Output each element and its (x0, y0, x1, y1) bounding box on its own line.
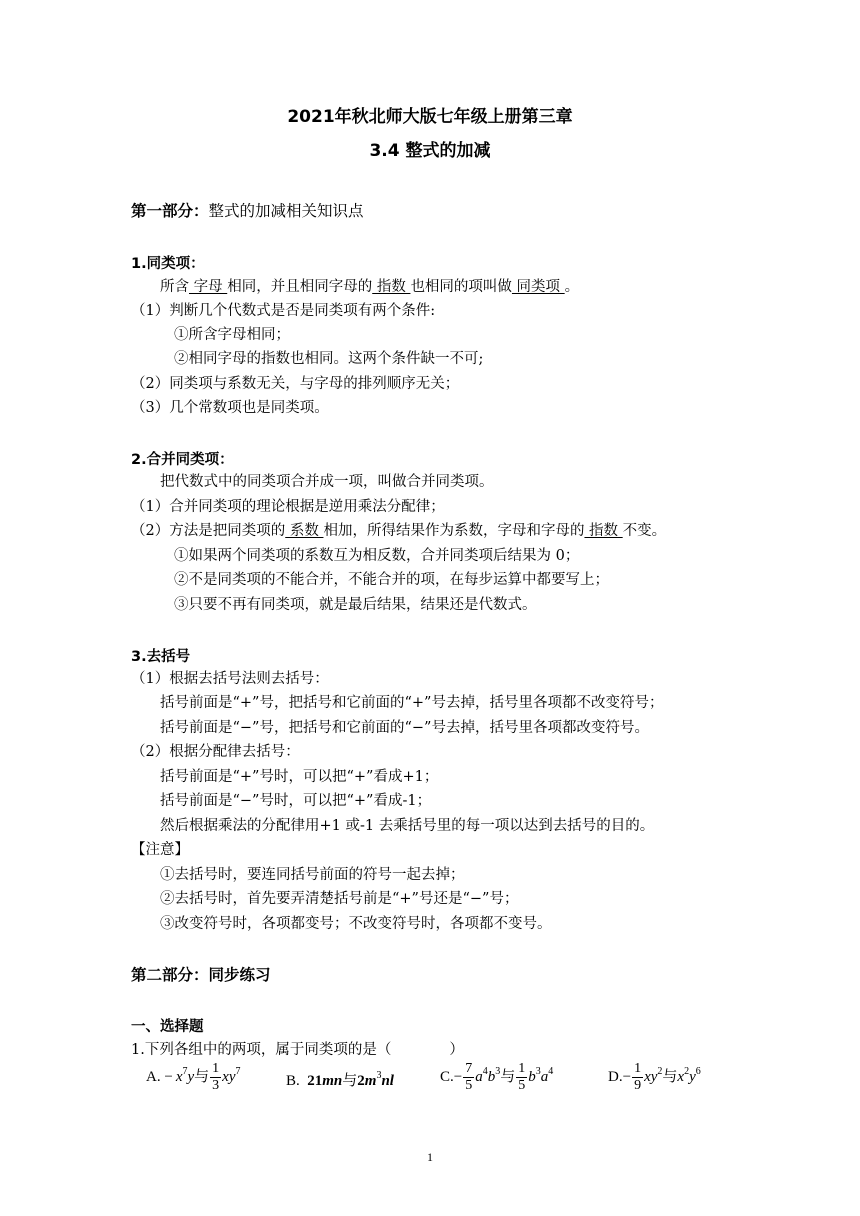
part1-heading (131, 202, 364, 220)
math-exp: 7 (235, 1065, 241, 1077)
note-heading: 【注意】 (131, 842, 189, 858)
section1-line: ①所含字母相同； (174, 327, 290, 343)
document-title-line2: 3.4 整式的加减 (369, 141, 491, 161)
section2-line: 把代数式中的同类项合并成一项，叫做合并同类项。 (160, 474, 494, 490)
section3-heading: 3.去括号 (131, 649, 191, 665)
denominator: 3 (212, 1078, 220, 1093)
option-label: A. (146, 1068, 161, 1085)
section1-line: （3）几个常数项也是同类项。 (131, 400, 329, 416)
numerator: 1 (212, 1061, 220, 1076)
def-blank-like-terms: 同类项 (511, 279, 565, 295)
def-blank-letters: 字母 (189, 279, 228, 295)
denominator: 5 (465, 1078, 473, 1093)
math-exp: 3 (376, 1070, 382, 1081)
math-exp: 3 (535, 1065, 541, 1077)
section1-definition (160, 278, 579, 296)
part1-heading-rest: 整式的加减相关知识点 (208, 202, 364, 220)
math-exp: 2 (684, 1065, 690, 1077)
method-text: （2）方法是把同类项的 (131, 523, 286, 539)
option-c: C.− $\frac{7}{5}$ $a^4b^3$与 $\frac{1}{5}$ $b^3a^4$ (440, 1061, 554, 1093)
option-a: A. − $x^7y$与 $\frac{1}{3}$ $xy^7$ (146, 1061, 241, 1093)
exercise-section-heading: 一、选择题 (131, 1019, 204, 1035)
section3-line: 括号前面是“−”号时，可以把“+”看成-1； (160, 793, 432, 809)
page-number: 1 (427, 1150, 433, 1164)
denominator: 9 (634, 1078, 642, 1093)
math-exp: 7 (182, 1065, 188, 1077)
math-var: y (689, 1068, 696, 1085)
fraction (210, 1061, 221, 1094)
math-text: 与 (500, 1068, 516, 1085)
numerator: 1 (634, 1061, 642, 1076)
math-var: a (540, 1068, 549, 1085)
part2-heading: 第二部分：同步练习 (131, 966, 271, 984)
method-blank-coefficient: 系数 (285, 523, 324, 539)
option-label: B. (286, 1073, 300, 1089)
math-exp: 6 (695, 1065, 701, 1077)
section3-line: 括号前面是“+”号时，可以把“+”看成+1； (160, 769, 439, 785)
math-var: b (528, 1068, 536, 1085)
math-var: a (475, 1068, 483, 1085)
math-var: x (175, 1068, 183, 1085)
document-title-line1: 2021年秋北师大版七年级上册第三章 (287, 107, 573, 127)
def-blank-exponent: 指数 (372, 279, 411, 295)
section2-method (131, 522, 666, 540)
math-var: x (677, 1068, 685, 1085)
math-var: y (187, 1068, 195, 1085)
math-text: 与 (194, 1068, 210, 1085)
math-exp: 4 (482, 1065, 488, 1077)
option-label: D. (608, 1068, 623, 1085)
note-line: ②去括号时，首先要弄清楚括号前是“+”号还是“−”号； (160, 891, 519, 907)
math-text: 与 (342, 1073, 358, 1089)
def-text: 所含 (160, 279, 189, 295)
note-line: ①去括号时，要连同括号前面的符号一起去掉； (160, 867, 465, 883)
math-exp: 2 (657, 1065, 663, 1077)
math-text: 与 (662, 1068, 678, 1085)
section2-heading: 2.合并同类项： (131, 452, 234, 468)
section1-line: （2）同类项与系数无关，与字母的排列顺序无关； (131, 376, 460, 392)
def-text: 相同，并且相同字母的 (227, 279, 373, 295)
section2-line: ②不是同类项的不能合并，不能合并的项，在每步运算中都要写上； (174, 572, 609, 588)
section3-line: （2）根据分配律去括号： (131, 744, 300, 760)
section3-line: 然后根据乘法的分配律用+1 或-1 去乘括号里的每一项以达到去括号的目的。 (160, 818, 655, 834)
note-line: ③改变符号时，各项都变号；不改变符号时，各项都不变号。 (160, 916, 552, 932)
section2-line: （1）合并同类项的理论根据是逆用乘法分配律； (131, 499, 445, 515)
math-var: b (487, 1068, 496, 1085)
numerator: 7 (465, 1061, 473, 1076)
section1-heading: 1.同类项： (131, 256, 205, 272)
math-num: 21 (307, 1073, 323, 1089)
option-d: D.− $\frac{1}{9}$ $xy^2$与$x^2y^6$ (608, 1061, 701, 1093)
method-text: 相加，所得结果作为系数，字母和字母的 (323, 523, 585, 539)
fraction (463, 1061, 474, 1094)
math-var: xy (644, 1068, 658, 1085)
fraction (632, 1061, 643, 1094)
section2-line: ③只要不再有同类项，就是最后结果，结果还是代数式。 (174, 597, 537, 613)
section3-line: （1）根据去括号法则去括号： (131, 671, 329, 687)
denominator: 5 (518, 1078, 526, 1093)
math-var: mn (322, 1073, 343, 1089)
math-num: 2 (357, 1073, 365, 1089)
section1-line: ②相同字母的指数也相同。这两个条件缺一不可; (174, 351, 484, 367)
numerator: 1 (518, 1061, 526, 1076)
math-exp: 3 (495, 1065, 501, 1077)
section3-line: 括号前面是“+”号，把括号和它前面的“+”号去掉，括号里各项都不改变符号； (160, 695, 664, 711)
method-blank-exponent: 指数 (584, 523, 623, 539)
section1-line: （1）判断几个代数式是否是同类项有两个条件: (131, 303, 436, 319)
section2-line: ①如果两个同类项的系数互为相反数，合并同类项后结果为 0； (174, 548, 580, 564)
option-label: C. (440, 1068, 454, 1085)
def-text: 。 (564, 279, 580, 295)
math-var: nl (381, 1073, 394, 1089)
option-b (286, 1071, 394, 1091)
math-var: xy (222, 1068, 236, 1085)
question-1-stem: 1.下列各组中的两项，属于同类项的是（ ） (131, 1042, 464, 1058)
method-text: 不变。 (622, 523, 667, 539)
section3-line: 括号前面是“−”号，把括号和它前面的“−”号去掉，括号里各项都改变符号。 (160, 720, 649, 736)
fraction (516, 1061, 527, 1094)
def-text: 也相同的项叫做 (410, 279, 512, 295)
math-var: m (364, 1073, 377, 1089)
math-exp: 4 (548, 1065, 554, 1077)
part1-heading-bold: 第一部分： (131, 202, 209, 220)
